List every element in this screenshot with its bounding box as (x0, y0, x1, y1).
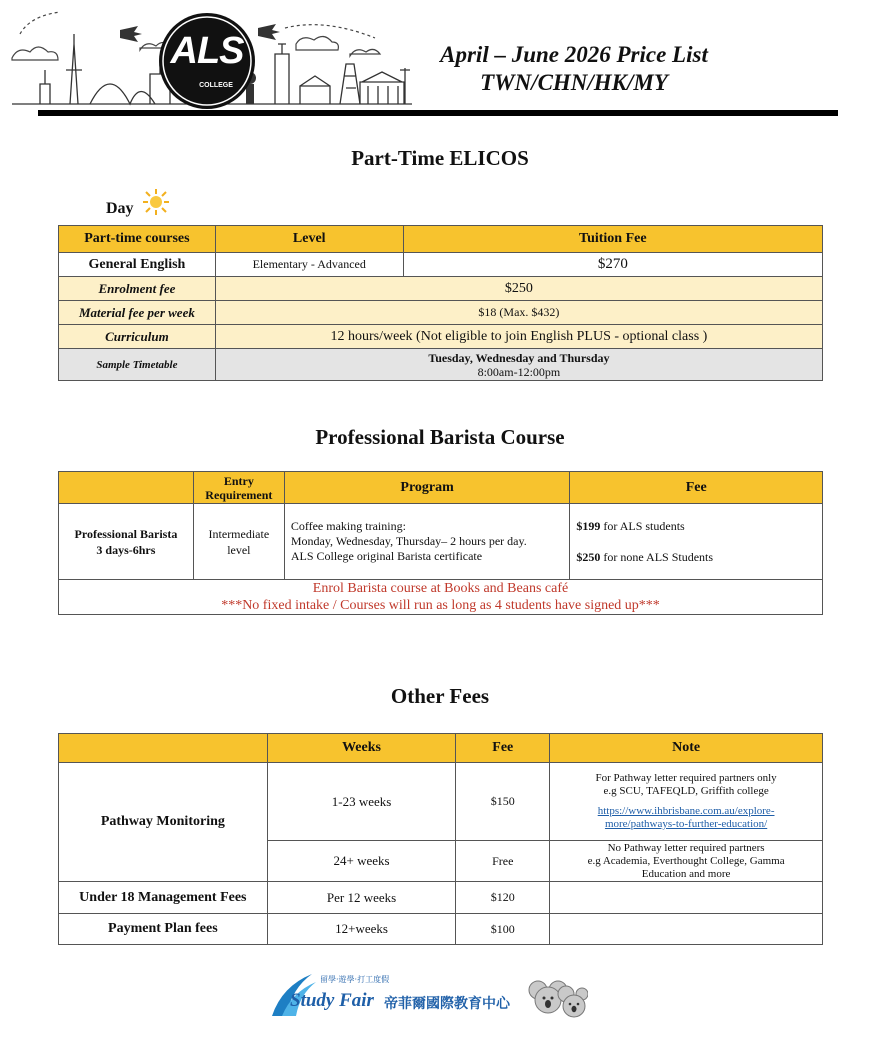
price-list-regions: TWN/CHN/HK/MY (480, 70, 668, 95)
other-fees-header-fee: Fee (456, 734, 550, 763)
barista-header-blank (59, 472, 194, 504)
pathway-note-1 (550, 763, 823, 841)
barista-fee (570, 504, 823, 580)
barista-fee-als-text: for ALS students (600, 518, 685, 533)
elicos-header-row (59, 226, 823, 253)
pathway-fee-2: Free (456, 841, 550, 882)
curriculum-label: Curriculum (59, 325, 216, 349)
barista-note-line2: ***No fixed intake / Courses will run as long as 4 students have signed up*** (221, 598, 660, 613)
material-value: $18 (Max. $432) (215, 301, 822, 325)
pathway-fee-1: $150 (456, 763, 550, 841)
course-tuition-fee: $270 (403, 253, 822, 277)
timetable-value (215, 349, 822, 381)
barista-section-title: Professional Barista Course (315, 425, 565, 449)
curriculum-row (59, 325, 823, 349)
course-level: Elementary - Advanced (215, 253, 403, 277)
barista-entry-line1: Intermediate (208, 526, 270, 541)
logo-text: ALS (170, 30, 244, 72)
payment-plan-fee: $100 (456, 914, 550, 945)
study-fair-brand: Study Fair (290, 990, 374, 1011)
barista-header-row (59, 472, 823, 504)
study-fair-brand-cn: 帝菲爾國際教育中心 (384, 996, 510, 1012)
barista-program-line2: Monday, Wednesday, Thursday– 2 hours per day. (290, 534, 527, 548)
enrolment-label: Enrolment fee (59, 277, 216, 301)
pathway-link-line2[interactable]: more/pathways-to-further-education/ (604, 818, 768, 830)
day-label: Day (106, 200, 134, 217)
barista-course-row (59, 504, 823, 580)
under18-fee: $120 (456, 882, 550, 914)
study-fair-logo (268, 968, 608, 1028)
pathway-info-link[interactable] (598, 805, 775, 830)
barista-fee-non-als-text: for none ALS Students (600, 549, 714, 564)
pathway-monitoring-label: Pathway Monitoring (59, 763, 268, 882)
pathway-note-2-line1: No Pathway letter required partners (607, 841, 765, 854)
barista-fee-non-als-amount: $250 (576, 549, 601, 564)
plane-icon-left (120, 26, 142, 42)
plane-icon-right (258, 24, 280, 40)
barista-fee-non-als (576, 550, 816, 565)
timetable-row (59, 349, 823, 381)
under18-label: Under 18 Management Fees (59, 882, 268, 914)
elicos-header-fee: Tuition Fee (403, 226, 822, 253)
barista-header-fee: Fee (570, 472, 823, 504)
pathway-weeks-2: 24+ weeks (267, 841, 456, 882)
koala-icon (524, 976, 588, 1026)
material-label: Material fee per week (59, 301, 216, 325)
barista-course-name-line1: Professional Barista (74, 526, 178, 541)
elicos-table (58, 225, 823, 381)
pathway-note-1-line1: For Pathway letter required partners only (595, 772, 777, 784)
material-row (59, 301, 823, 325)
elicos-header-courses: Part-time courses (59, 226, 216, 253)
other-fees-header-weeks: Weeks (267, 734, 456, 763)
elicos-section-title: Part-Time ELICOS (351, 146, 529, 170)
pathway-row-1 (59, 763, 823, 841)
page-header (0, 0, 880, 120)
timetable-days: Tuesday, Wednesday and Thursday (428, 350, 610, 365)
curriculum-value: 12 hours/week (Not eligible to join English PLUS - optional class ) (215, 325, 822, 349)
general-english-row (59, 253, 823, 277)
barista-entry-requirement (193, 504, 284, 580)
other-fees-header-row (59, 734, 823, 763)
barista-fee-als (576, 519, 816, 534)
barista-note-line1: Enrol Barista course at Books and Beans café (312, 581, 569, 596)
payment-plan-label: Payment Plan fees (59, 914, 268, 945)
price-list-title: April – June 2026 Price List (440, 42, 708, 67)
pathway-note-2-line2: e.g Academia, Everthought College, Gamma (587, 854, 785, 867)
timetable-time: 8:00am-12:00pm (477, 364, 561, 379)
barista-note (59, 580, 823, 615)
pathway-note-2 (550, 841, 823, 882)
sun-icon (142, 188, 170, 216)
header-divider (38, 110, 838, 116)
barista-entry-line2: level (227, 542, 251, 557)
pathway-note-2-line3: Education and more (641, 867, 731, 880)
barista-program (284, 504, 570, 580)
barista-note-row (59, 580, 823, 615)
under18-row (59, 882, 823, 914)
barista-program-line3: ALS College original Barista certificate (290, 549, 483, 563)
other-fees-header-note: Note (550, 734, 823, 763)
other-fees-section-title: Other Fees (390, 684, 490, 708)
enrolment-row (59, 277, 823, 301)
payment-plan-row (59, 914, 823, 945)
barista-fee-als-amount: $199 (576, 518, 601, 533)
pathway-link-line1[interactable]: https://www.ihbrisbane.com.au/explore- (597, 805, 775, 817)
pathway-note-1-line2: e.g SCU, TAFEQLD, Griffith college (603, 785, 769, 797)
barista-course-name (59, 504, 194, 580)
barista-header-entry: Entry Requirement (193, 472, 284, 504)
other-fees-header-blank (59, 734, 268, 763)
barista-program-line1: Coffee making training: (290, 519, 406, 533)
course-name: General English (59, 253, 216, 277)
barista-header-program: Program (284, 472, 570, 504)
logo-subtext: COLLEGE (199, 82, 233, 89)
barista-table (58, 471, 823, 615)
payment-plan-note (550, 914, 823, 945)
under18-note (550, 882, 823, 914)
study-fair-tagline: 留學‧遊學‧打工度假 (320, 975, 390, 984)
timetable-label: Sample Timetable (59, 349, 216, 381)
pathway-weeks-1: 1-23 weeks (267, 763, 456, 841)
barista-course-duration: 3 days-6hrs (96, 542, 156, 557)
enrolment-value: $250 (215, 277, 822, 301)
under18-weeks: Per 12 weeks (267, 882, 456, 914)
elicos-header-level: Level (215, 226, 403, 253)
payment-plan-weeks: 12+weeks (267, 914, 456, 945)
other-fees-table (58, 733, 823, 945)
